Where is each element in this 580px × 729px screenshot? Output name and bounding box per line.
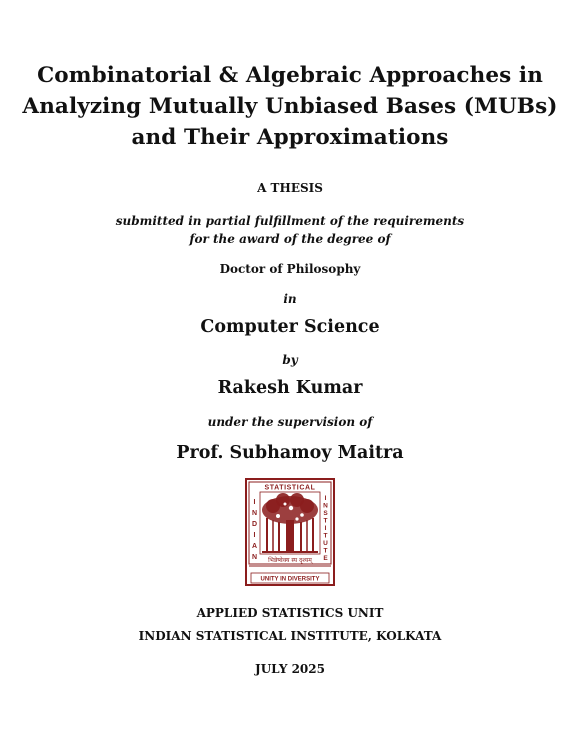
unit-name: APPLIED STATISTICS UNIT bbox=[196, 606, 384, 620]
thesis-title-line-2: Analyzing Mutually Unbiased Bases (MUBs) bbox=[22, 94, 558, 119]
in-label: in bbox=[283, 292, 297, 306]
svg-text:A: A bbox=[251, 543, 258, 550]
submission-line-2: for the award of the degree of bbox=[189, 232, 391, 246]
thesis-label: A THESIS bbox=[257, 181, 323, 195]
degree-name: Doctor of Philosophy bbox=[219, 262, 361, 276]
subject-name: Computer Science bbox=[200, 317, 380, 337]
by-label: by bbox=[282, 353, 298, 367]
supervisor-name: Prof. Subhamoy Maitra bbox=[176, 443, 404, 463]
thesis-title bbox=[0, 60, 580, 153]
logo-right-text bbox=[323, 495, 328, 562]
banyan-tree-icon bbox=[262, 493, 318, 552]
svg-text:T: T bbox=[323, 532, 328, 540]
thesis-title-line-3: and Their Approximations bbox=[131, 125, 449, 150]
svg-text:T: T bbox=[323, 517, 328, 525]
svg-text:N: N bbox=[251, 554, 258, 561]
svg-text:I: I bbox=[324, 495, 327, 502]
svg-text:U: U bbox=[323, 540, 328, 547]
svg-text:E: E bbox=[323, 555, 328, 562]
svg-text:I: I bbox=[253, 532, 256, 539]
supervision-label: under the supervision of bbox=[207, 415, 373, 429]
svg-text:N: N bbox=[323, 502, 328, 510]
institute-name: INDIAN STATISTICAL INSTITUTE, KOLKATA bbox=[138, 629, 442, 643]
svg-text:D: D bbox=[251, 521, 258, 528]
submission-statement bbox=[0, 212, 580, 248]
svg-text:I: I bbox=[324, 525, 327, 532]
svg-text:S: S bbox=[323, 510, 328, 517]
logo-top-text: STATISTICAL bbox=[264, 484, 316, 492]
svg-text:I: I bbox=[253, 499, 256, 506]
author-name: Rakesh Kumar bbox=[217, 378, 363, 398]
submission-line-1: submitted in partial fulfillment of the requirements bbox=[115, 214, 465, 228]
svg-text:T: T bbox=[323, 547, 328, 555]
thesis-title-line-1: Combinatorial & Algebraic Approaches in bbox=[37, 63, 543, 88]
submission-date: JULY 2025 bbox=[255, 662, 325, 676]
svg-text:N: N bbox=[251, 510, 258, 517]
logo-motto-english: UNITY IN DIVERSITY bbox=[260, 576, 320, 583]
logo-motto-hindi: भिन्नेष्वेक्य स्य दृश्यम् bbox=[268, 557, 312, 564]
logo-left-text bbox=[252, 499, 257, 561]
isi-logo-icon bbox=[245, 478, 335, 586]
